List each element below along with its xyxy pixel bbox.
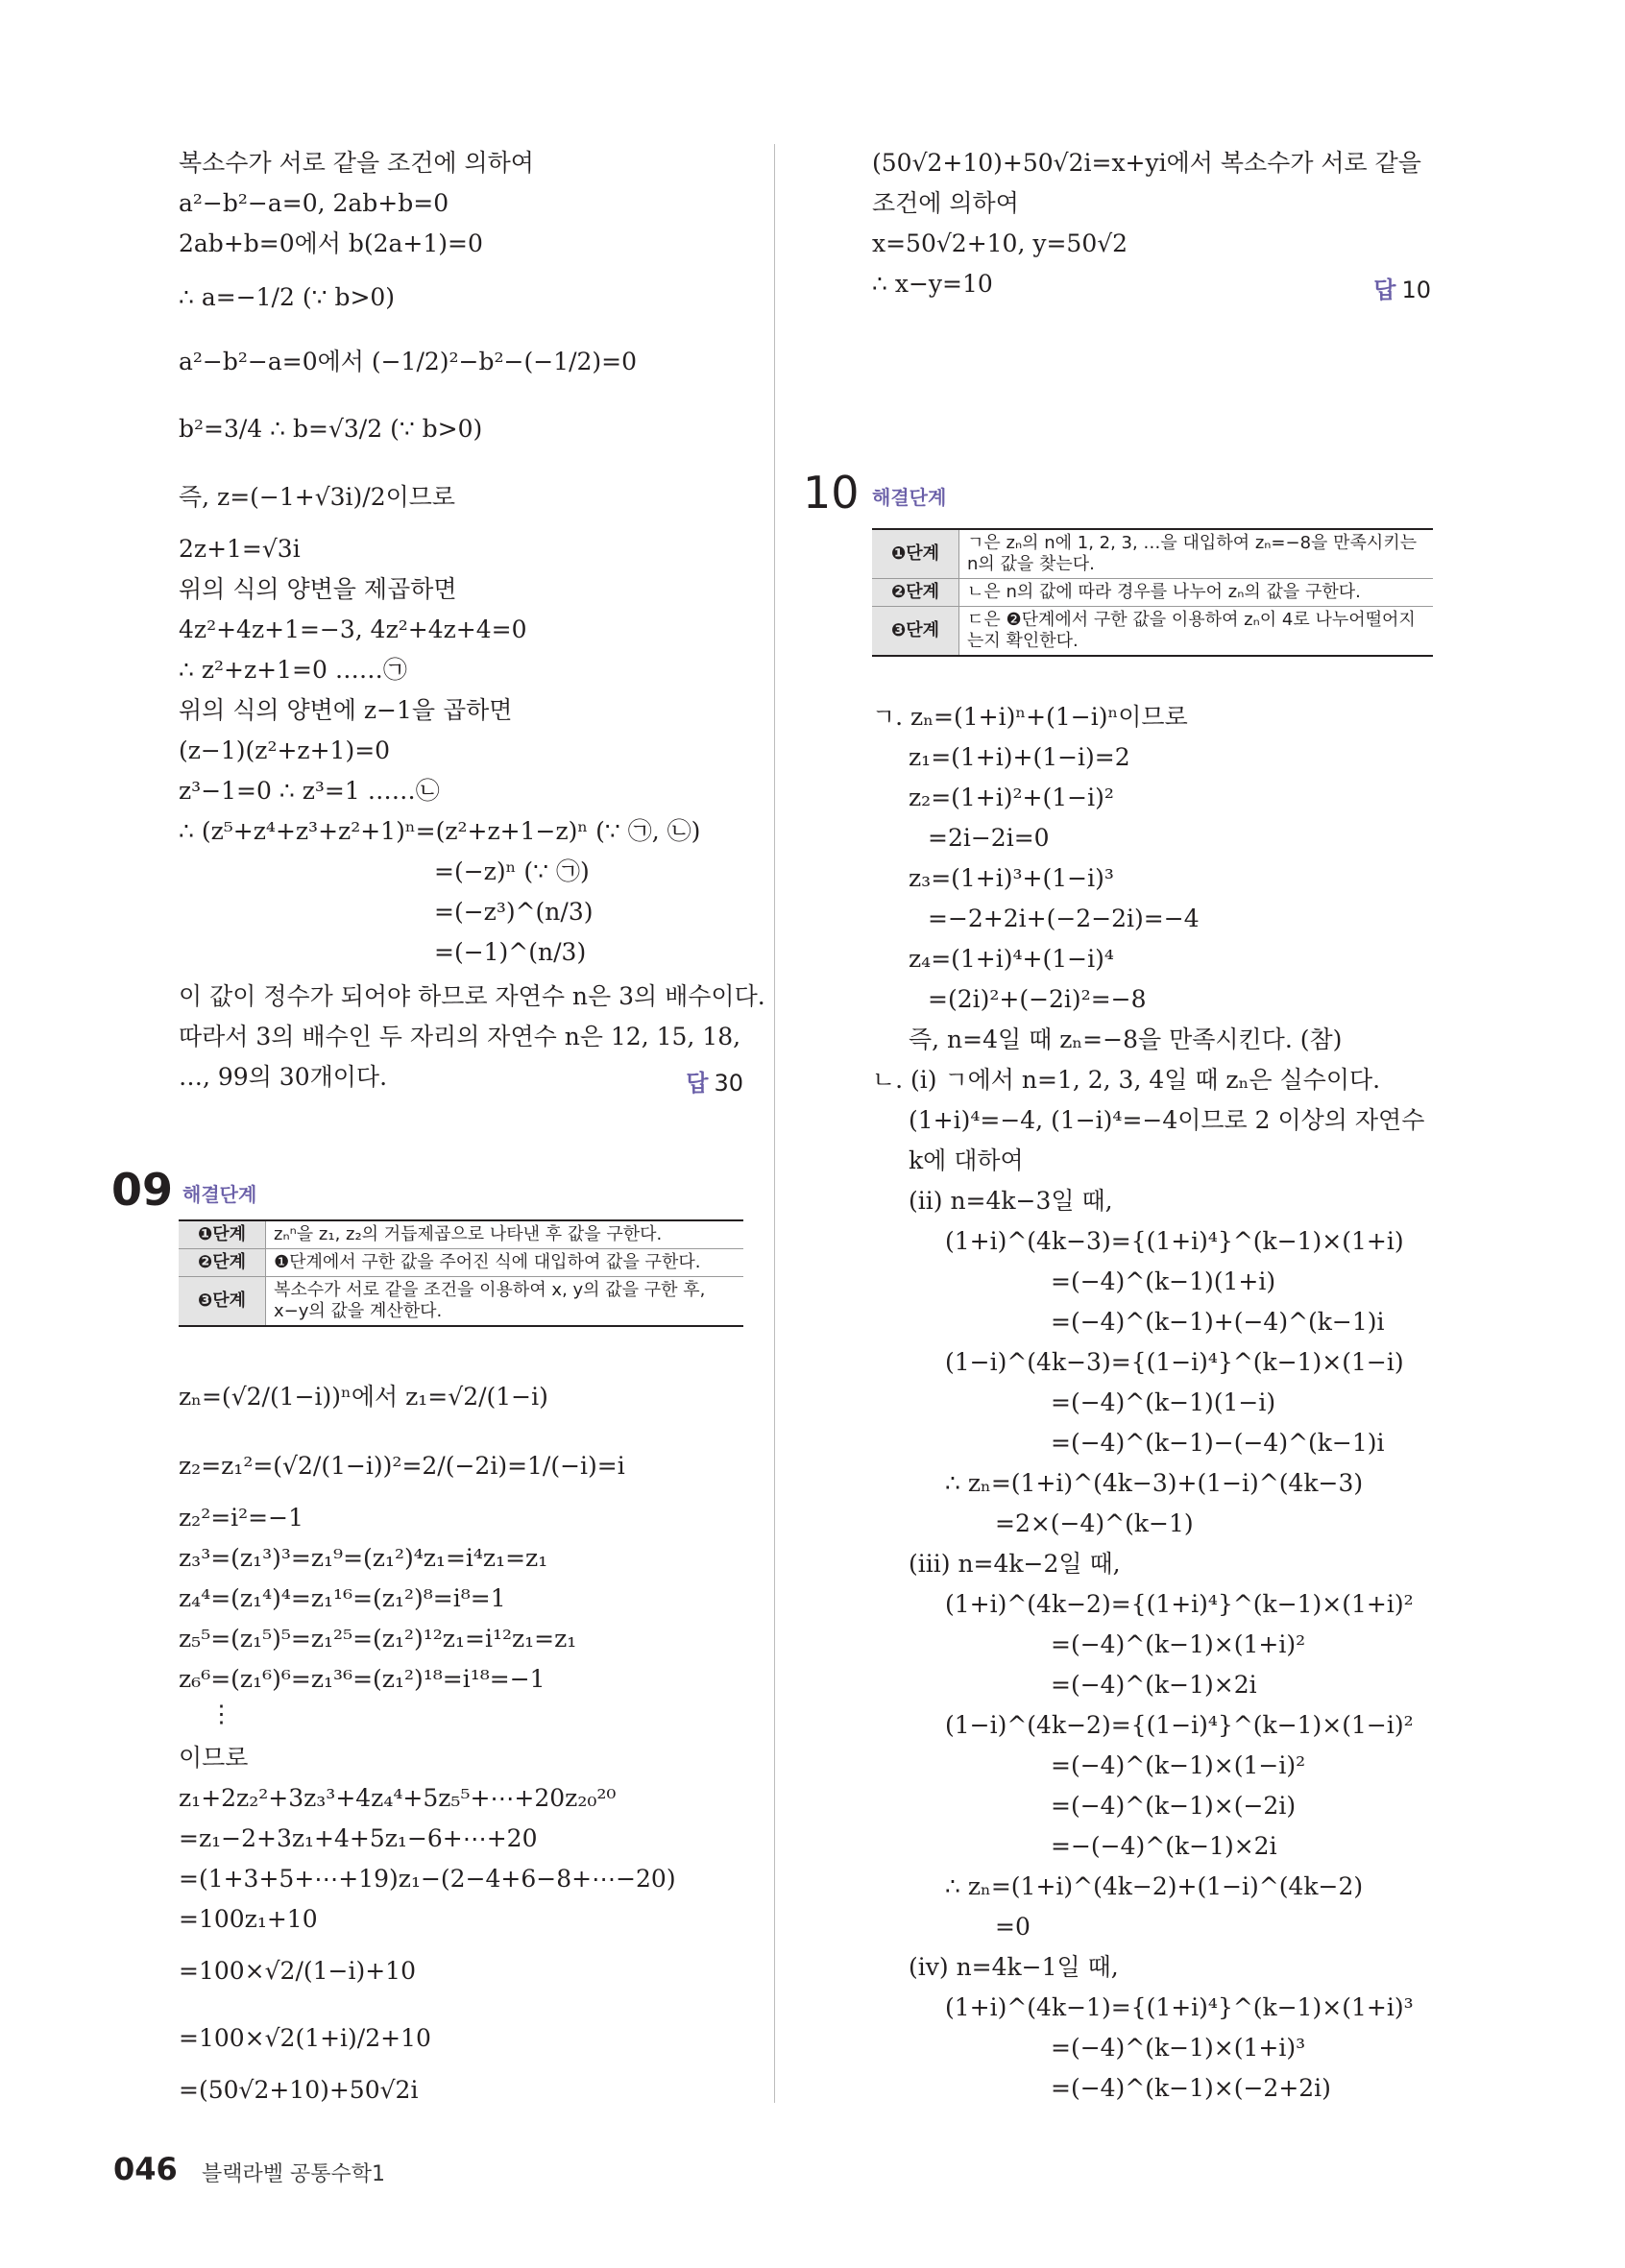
step-label: ❸단계 [179,1277,266,1327]
solution-line: =−2+2i+(−2−2i)=−4 [928,905,1200,932]
solution-line: z₃=(1+i)³+(1−i)³ [909,864,1114,892]
solution-line: z₁+2z₂²+3z₃³+4z₄⁴+5z₅⁵+⋯+20z₂₀²⁰ [179,1784,617,1812]
solution-line: ∴ a=−1/2 (∵ b>0) [179,283,396,311]
step-row [179,1277,743,1327]
step-text: ❶단계에서 구한 값을 주어진 식에 대입하여 값을 구한다. [266,1249,744,1277]
solution-line: k에 대하여 [909,1146,1024,1174]
answer-label: 답 [686,1070,709,1097]
solution-line: ㄱ. zₙ=(1+i)ⁿ+(1−i)ⁿ이므로 [872,703,1188,731]
solution-line: ∴ x−y=10 [872,270,993,298]
solution-line: a²−b²−a=0에서 (−1/2)²−b²−(−1/2)=0 [179,348,638,375]
solution-line: =(−z³)^(n/3) [434,898,594,926]
solution-line: (1+i)^(4k−3)={(1+i)⁴}^(k−1)×(1+i) [945,1227,1404,1255]
solution-line: =(−z)ⁿ (∵ ㉠) [434,857,590,885]
section-title-q10: 해결단계 [872,486,947,509]
steps-table-q09 [179,1219,743,1327]
solution-line: z₃³=(z₁³)³=z₁⁹=(z₁²)⁴z₁=i⁴z₁=z₁ [179,1544,548,1572]
answer-q08 [686,1064,743,1098]
solution-line: (1−i)^(4k−3)={(1−i)⁴}^(k−1)×(1−i) [945,1348,1404,1376]
solution-line: =100×√2/(1−i)+10 [179,1957,416,1985]
page-number: 046 [113,2151,178,2187]
solution-line: =(−1)^(n/3) [434,938,587,966]
solution-line: =(−4)^(k−1)×(−2+2i) [1051,2074,1331,2102]
solution-line: (ⅱ) n=4k−3일 때, [909,1187,1113,1215]
solution-line: 2z+1=√3i [179,535,301,563]
step-text: 복소수가 서로 같을 조건을 이용하여 x, y의 값을 구한 후, x−y의 값을 계산한다. [266,1277,744,1327]
solution-line: (ⅳ) n=4k−1일 때, [909,1953,1119,1981]
solution-line: (50√2+10)+50√2i=x+yi에서 복소수가 서로 같을 [872,149,1421,177]
step-label: ❸단계 [872,607,959,657]
solution-line: ∴ zₙ=(1+i)^(4k−2)+(1−i)^(4k−2) [945,1872,1364,1900]
solution-line: 위의 식의 양변을 제곱하면 [179,575,457,603]
solution-line: z₄⁴=(z₁⁴)⁴=z₁¹⁶=(z₁²)⁸=i⁸=1 [179,1584,506,1612]
solution-line: ∴ (z⁵+z⁴+z³+z²+1)ⁿ=(z²+z+1−z)ⁿ (∵ ㉠, ㉡) [179,817,701,845]
solution-line: 4z²+4z+1=−3, 4z²+4z+4=0 [179,615,527,643]
solution-line: =(−4)^(k−1)+(−4)^(k−1)i [1051,1308,1385,1336]
solution-line: 위의 식의 양변에 z−1을 곱하면 [179,696,513,724]
solution-line: =100z₁+10 [179,1905,318,1933]
steps-table-q10 [872,528,1433,657]
solution-line: 즉, n=4일 때 zₙ=−8을 만족시킨다. (참) [909,1025,1343,1053]
solution-line: =(−4)^(k−1)×(−2i) [1051,1792,1297,1820]
solution-line: (1+i)⁴=−4, (1−i)⁴=−4이므로 2 이상의 자연수 [909,1106,1425,1134]
step-label: ❶단계 [872,529,959,579]
solution-line: z³−1=0 ∴ z³=1 ……㉡ [179,777,440,805]
book-title: 블랙라벨 공통수학1 [202,2162,386,2186]
solution-line: (1−i)^(4k−2)={(1−i)⁴}^(k−1)×(1−i)² [945,1711,1414,1739]
solution-line: =z₁−2+3z₁+4+5z₁−6+⋯+20 [179,1824,538,1852]
column-divider [774,144,775,2103]
solution-line: =(1+3+5+⋯+19)z₁−(2−4+6−8+⋯−20) [179,1865,676,1893]
step-text: ㄱ은 zₙ의 n에 1, 2, 3, …을 대입하여 zₙ=−8을 만족시키는 n의 값을 찾는다. [959,529,1434,579]
solution-line: 즉, z=(−1+√3i)/2이므로 [179,483,456,511]
step-row [872,529,1433,579]
solution-line: =(−4)^(k−1)×2i [1051,1671,1257,1699]
solution-line: =(−4)^(k−1)×(1+i)² [1051,1630,1306,1658]
solution-line: 따라서 3의 배수인 두 자리의 자연수 n은 12, 15, 18, [179,1023,741,1050]
solution-line: =2i−2i=0 [928,824,1050,852]
answer-label: 답 [1373,277,1396,303]
solution-line: 복소수가 서로 같을 조건에 의하여 [179,149,534,177]
solution-line: =(−4)^(k−1)(1−i) [1051,1388,1276,1416]
step-row [179,1220,743,1249]
solution-line: z₅⁵=(z₁⁵)⁵=z₁²⁵=(z₁²)¹²z₁=i¹²z₁=z₁ [179,1625,577,1653]
solution-line: z₂=z₁²=(√2/(1−i))²=2/(−2i)=1/(−i)=i [179,1452,625,1480]
solution-line: z₄=(1+i)⁴+(1−i)⁴ [909,945,1114,973]
solution-line: =(2i)²+(−2i)²=−8 [928,985,1147,1013]
solution-line: x=50√2+10, y=50√2 [872,229,1128,257]
solution-line: 2ab+b=0에서 b(2a+1)=0 [179,229,483,257]
solution-line: zₙ=(√2/(1−i))ⁿ에서 z₁=√2/(1−i) [179,1383,548,1411]
solution-line: ∴ z²+z+1=0 ……㉠ [179,656,407,684]
step-label: ❷단계 [179,1249,266,1277]
solution-line: 이므로 [179,1744,249,1772]
solution-line: =(−4)^(k−1)×(1+i)³ [1051,2034,1306,2062]
solution-line: =100×√2(1+i)/2+10 [179,2024,431,2052]
solution-line: (ⅲ) n=4k−2일 때, [909,1550,1121,1578]
solution-line: z₆⁶=(z₁⁶)⁶=z₁³⁶=(z₁²)¹⁸=i¹⁸=−1 [179,1665,546,1693]
answer-value: 30 [714,1070,743,1097]
step-row [179,1249,743,1277]
solution-line: =(50√2+10)+50√2i [179,2076,419,2104]
step-label: ❶단계 [179,1220,266,1249]
solution-line: z₂²=i²=−1 [179,1504,303,1532]
solution-line: (1+i)^(4k−2)={(1+i)⁴}^(k−1)×(1+i)² [945,1590,1414,1618]
solution-line: 이 값이 정수가 되어야 하므로 자연수 n은 3의 배수이다. [179,982,765,1010]
solution-line: …, 99의 30개이다. [179,1063,388,1091]
question-number-10: 10 [803,467,860,519]
step-text: ㄴ은 n의 값에 따라 경우를 나누어 zₙ의 값을 구한다. [959,579,1434,607]
solution-line: (1+i)^(4k−1)={(1+i)⁴}^(k−1)×(1+i)³ [945,1993,1414,2021]
solution-line: (z−1)(z²+z+1)=0 [179,736,391,764]
question-number-09: 09 [111,1164,174,1216]
solution-line: ㄴ. (ⅰ) ㄱ에서 n=1, 2, 3, 4일 때 zₙ은 실수이다. [872,1066,1381,1094]
solution-line: =2×(−4)^(k−1) [995,1509,1194,1537]
solution-line: =0 [995,1913,1031,1941]
solution-line: =(−4)^(k−1)−(−4)^(k−1)i [1051,1429,1385,1457]
solution-line: ∴ zₙ=(1+i)^(4k−3)+(1−i)^(4k−3) [945,1469,1364,1497]
step-row [872,607,1433,657]
step-label: ❷단계 [872,579,959,607]
step-row [872,579,1433,607]
solution-line: =−(−4)^(k−1)×2i [1051,1832,1277,1860]
answer-q09 [1373,271,1431,304]
step-text: ㄷ은 ❷단계에서 구한 값을 이용하여 zₙ이 4로 나누어떨어지는지 확인한다. [959,607,1434,657]
solution-line: =(−4)^(k−1)×(1−i)² [1051,1751,1306,1779]
solution-line: 조건에 의하여 [872,189,1019,217]
solution-line: ⋮ [209,1700,233,1727]
step-text: zₙⁿ을 z₁, z₂의 거듭제곱으로 나타낸 후 값을 구한다. [266,1220,744,1249]
answer-value: 10 [1401,277,1431,303]
solution-line: b²=3/4 ∴ b=√3/2 (∵ b>0) [179,415,483,443]
section-title-q09: 해결단계 [182,1183,257,1206]
solution-line: a²−b²−a=0, 2ab+b=0 [179,189,449,217]
solution-line: =(−4)^(k−1)(1+i) [1051,1267,1276,1295]
solution-line: z₁=(1+i)+(1−i)=2 [909,743,1130,771]
solution-line: z₂=(1+i)²+(1−i)² [909,784,1114,811]
